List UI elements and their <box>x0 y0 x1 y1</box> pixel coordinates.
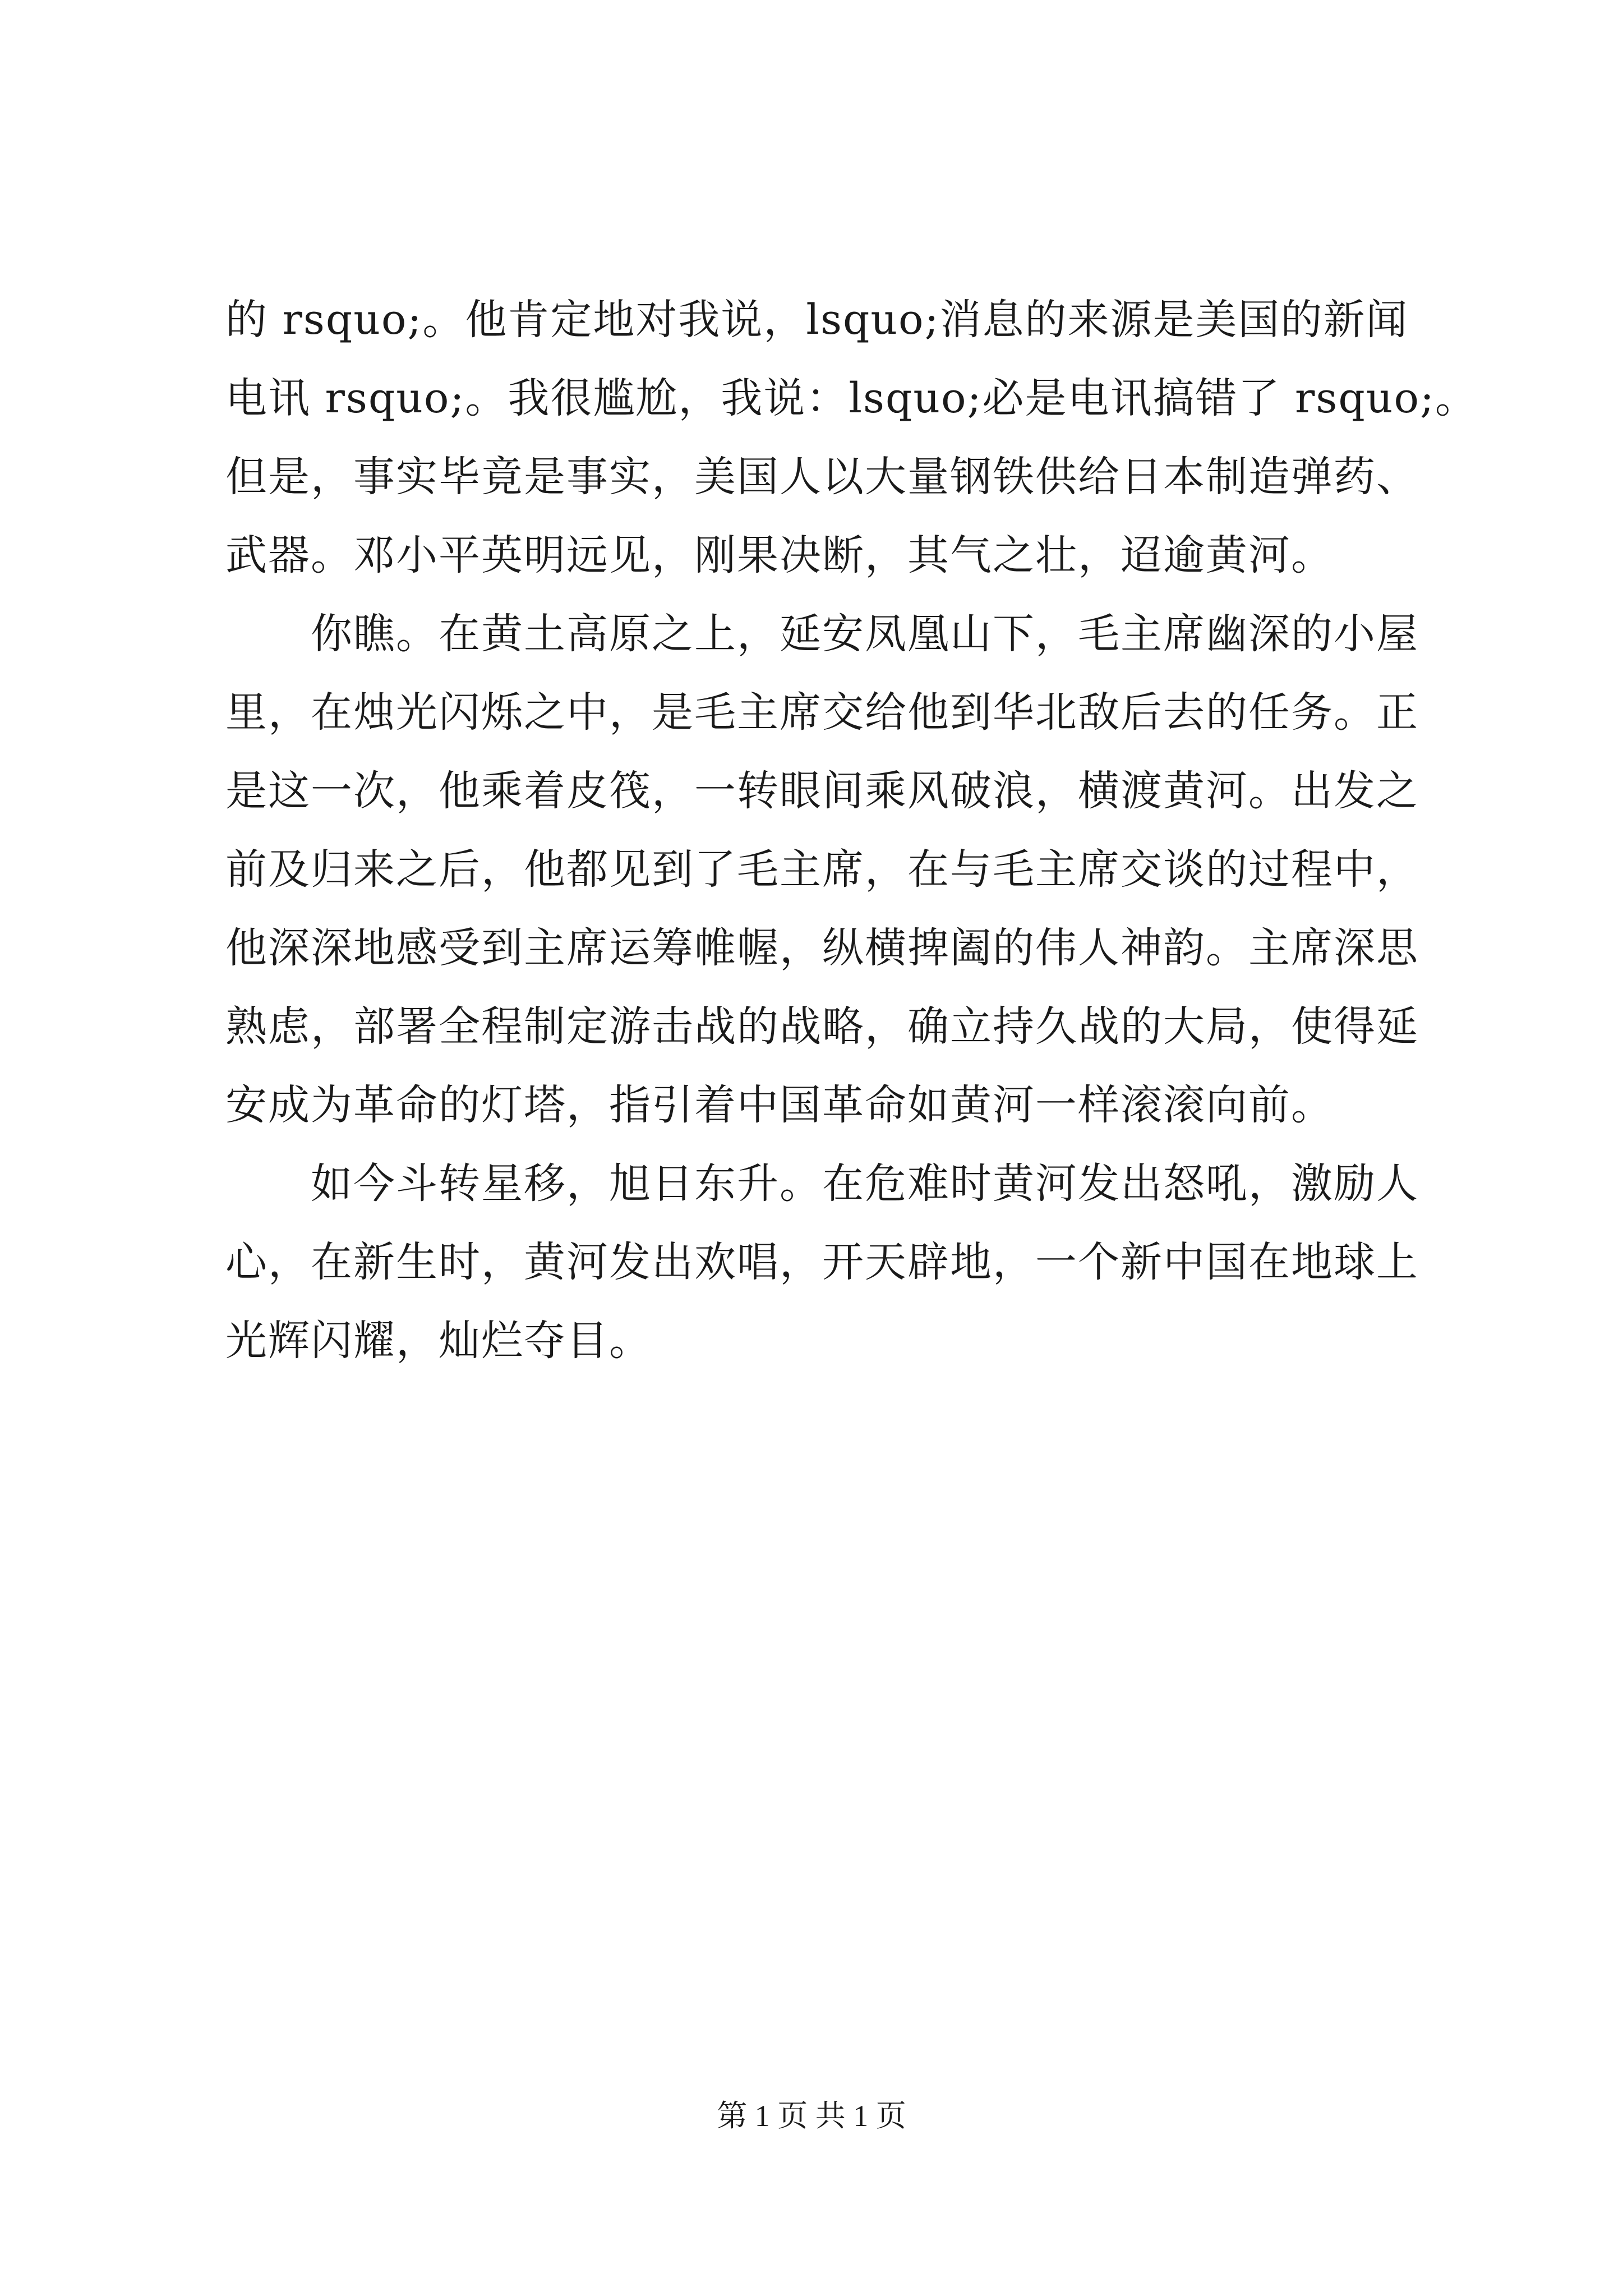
text-line: 光辉闪耀，灿烂夺目。 <box>225 1317 652 1365</box>
text-line: 电讯 rsquo;。我很尴尬，我说：lsquo;必是电讯搞错了 rsquo;。 <box>225 374 1478 422</box>
text-line: 熟虑，部署全程制定游击战的战略，确立持久战的大局，使得延 <box>225 1002 1419 1051</box>
text-line: 如今斗转星移，旭日东升。在危难时黄河发出怒吼，激励人 <box>225 1159 1419 1208</box>
page-number-footer: 第 1 页 共 1 页 <box>717 2099 906 2133</box>
text-line: 武器。邓小平英明远见，刚果决断，其气之壮，迢逾黄河。 <box>225 531 1334 579</box>
text-line: 前及归来之后，他都见到了毛主席，在与毛主席交谈的过程中， <box>225 845 1419 894</box>
text-line: 的 rsquo;。他肯定地对我说，lsquo;消息的来源是美国的新闻 <box>225 296 1409 344</box>
text-line: 是这一次，他乘着皮筏，一转眼间乘风破浪，横渡黄河。出发之 <box>225 767 1419 815</box>
text-line: 安成为革命的灯塔，指引着中国革命如黄河一样滚滚向前。 <box>225 1081 1334 1129</box>
text-line: 你瞧。在黄土高原之上，延安凤凰山下，毛主席幽深的小屋 <box>225 610 1419 658</box>
text-line: 他深深地感受到主席运筹帷幄，纵横捭阖的伟人神韵。主席深思 <box>225 924 1419 972</box>
text-line: 心，在新生时，黄河发出欢唱，开天辟地，一个新中国在地球上 <box>225 1238 1419 1286</box>
text-line: 但是，事实毕竟是事实，美国人以大量钢铁供给日本制造弹药、 <box>225 453 1419 501</box>
body-text <box>225 280 1478 1380</box>
text-line: 里，在烛光闪烁之中，是毛主席交给他到华北敌后去的任务。正 <box>225 688 1419 737</box>
